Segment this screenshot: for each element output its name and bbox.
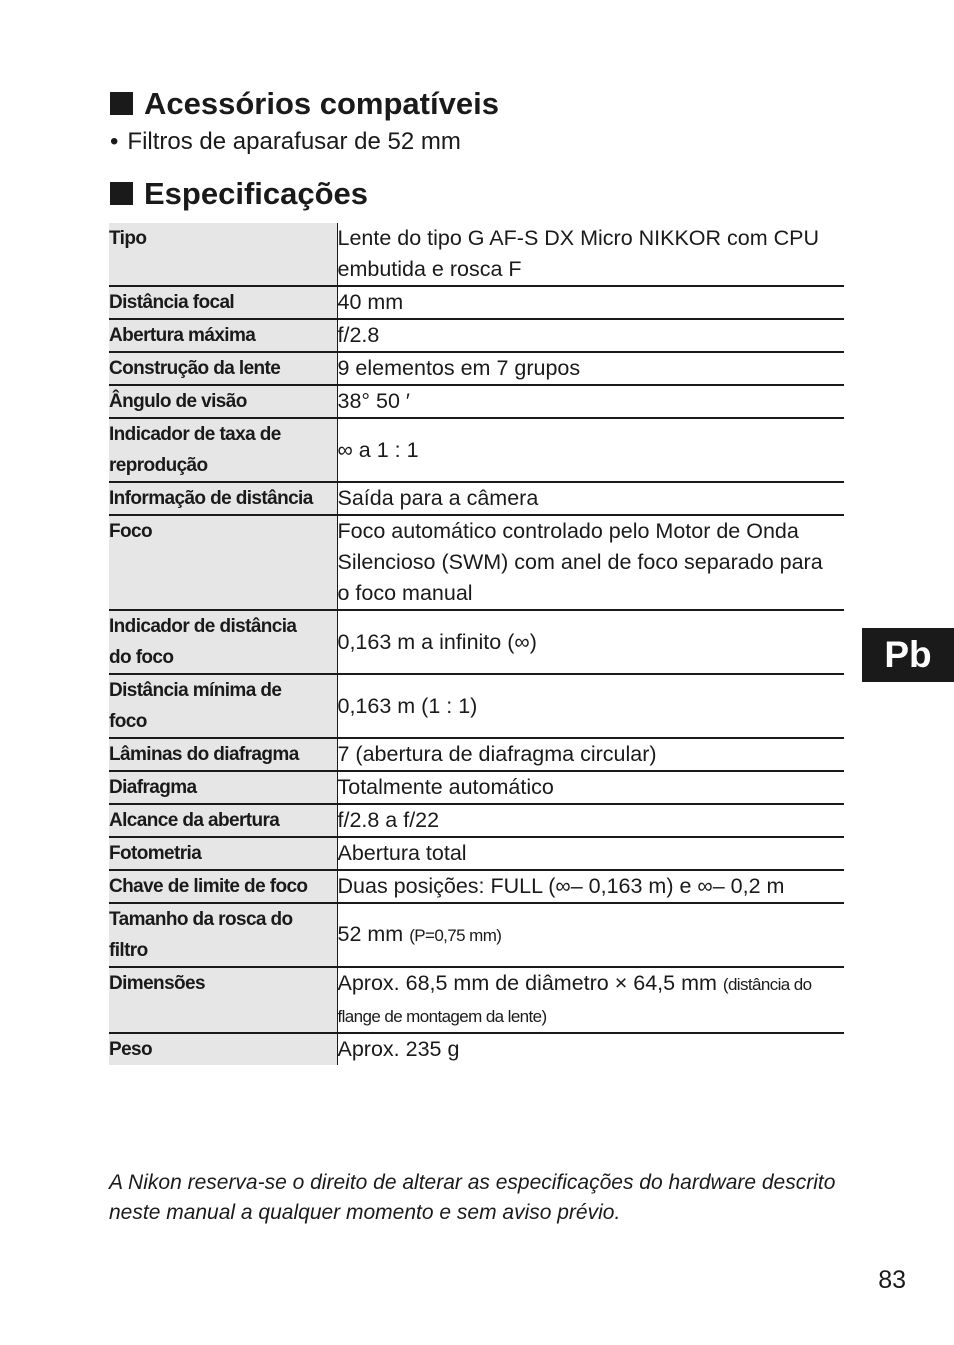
spec-value: Duas posições: FULL (∞– 0,163 m) e ∞– 0,2 m — [337, 870, 844, 903]
spec-row-focal-length — [109, 286, 844, 319]
accessory-list-item — [110, 130, 461, 154]
language-tab: Pb — [862, 628, 954, 682]
spec-value: 0,163 m a infinito (∞) — [337, 610, 844, 674]
spec-label: Peso — [109, 1033, 337, 1065]
spec-label: Tipo — [109, 223, 337, 286]
spec-value: 38° 50 ′ — [337, 385, 844, 418]
spec-value-note: (P=0,75 mm) — [409, 926, 502, 945]
spec-label: Diafragma — [109, 771, 337, 804]
spec-value: Totalmente automático — [337, 771, 844, 804]
spec-label: Informação de distância — [109, 482, 337, 515]
spec-label: Foco — [109, 515, 337, 610]
disclaimer-note: A Nikon reserva-se o direito de alterar as especificações do hardware descrito neste manual a qualquer momento e sem aviso prévio. — [109, 1171, 836, 1224]
spec-value: ∞ a 1 : 1 — [337, 418, 844, 482]
spec-label: Lâminas do diafragma — [109, 738, 337, 771]
spec-value-note: flange de montagem da lente) — [337, 1007, 547, 1026]
spec-value: 52 mm (P=0,75 mm) — [337, 903, 844, 967]
spec-value: Aprox. 68,5 mm de diâmetro × 64,5 mm (distância do flange de montagem da lente) — [337, 967, 844, 1033]
bullet-icon: • — [110, 128, 119, 155]
spec-label: Fotometria — [109, 837, 337, 870]
spec-row-distance-info — [109, 482, 844, 515]
spec-row-diaphragm-blades — [109, 738, 844, 771]
spec-value: Foco automático controlado pelo Motor de Onda Silencioso (SWM) com anel de foco separado para o foco manual — [337, 515, 844, 610]
spec-row-lens-construction — [109, 352, 844, 385]
spec-label: Alcance da abertura — [109, 804, 337, 837]
spec-value: 0,163 m (1 : 1) — [337, 674, 844, 738]
spec-row-focus — [109, 515, 844, 610]
spec-value: 9 elementos em 7 grupos — [337, 352, 844, 385]
spec-value-note: (distância do — [722, 975, 812, 994]
spec-label: Indicador de distância do foco — [109, 610, 337, 674]
spec-row-type — [109, 223, 844, 286]
accessories-heading — [110, 88, 499, 119]
spec-value: Saída para a câmera — [337, 482, 844, 515]
spec-row-metering — [109, 837, 844, 870]
spec-row-angle-of-view — [109, 385, 844, 418]
spec-row-min-focus-distance — [109, 674, 844, 738]
spec-label: Abertura máxima — [109, 319, 337, 352]
specifications-heading — [110, 178, 368, 209]
spec-row-reproduction-ratio — [109, 418, 844, 482]
spec-label: Dimensões — [109, 967, 337, 1033]
specifications-heading-text: Especificações — [144, 176, 369, 211]
spec-label: Distância focal — [109, 286, 337, 319]
spec-value: f/2.8 a f/22 — [337, 804, 844, 837]
spec-row-max-aperture — [109, 319, 844, 352]
square-bullet-icon — [110, 92, 133, 115]
spec-row-focus-limit-switch — [109, 870, 844, 903]
page-number: 83 — [878, 1266, 906, 1294]
spec-row-dimensions — [109, 967, 844, 1033]
square-bullet-icon — [110, 182, 133, 205]
spec-value: f/2.8 — [337, 319, 844, 352]
spec-row-weight — [109, 1033, 844, 1065]
spec-label: Ângulo de visão — [109, 385, 337, 418]
spec-value: 40 mm — [337, 286, 844, 319]
accessory-item-text: Filtros de aparafusar de 52 mm — [127, 128, 461, 155]
spec-row-focus-distance-indicator — [109, 610, 844, 674]
spec-row-diaphragm — [109, 771, 844, 804]
spec-row-filter-thread — [109, 903, 844, 967]
spec-label: Tamanho da rosca do filtro — [109, 903, 337, 967]
accessories-heading-text: Acessórios compatíveis — [144, 86, 499, 121]
spec-value: Aprox. 235 g — [337, 1037, 460, 1061]
spec-value: 7 (abertura de diafragma circular) — [337, 738, 844, 771]
spec-label: Indicador de taxa de reprodução — [109, 418, 337, 482]
spec-row-aperture-range — [109, 804, 844, 837]
spec-label: Chave de limite de foco — [109, 870, 337, 903]
spec-value: Abertura total — [337, 837, 844, 870]
spec-label: Distância mínima de foco — [109, 674, 337, 738]
spec-value: Lente do tipo G AF-S DX Micro NIKKOR com CPU embutida e rosca F — [337, 223, 844, 286]
specifications-table — [109, 223, 844, 1065]
spec-label: Construção da lente — [109, 352, 337, 385]
